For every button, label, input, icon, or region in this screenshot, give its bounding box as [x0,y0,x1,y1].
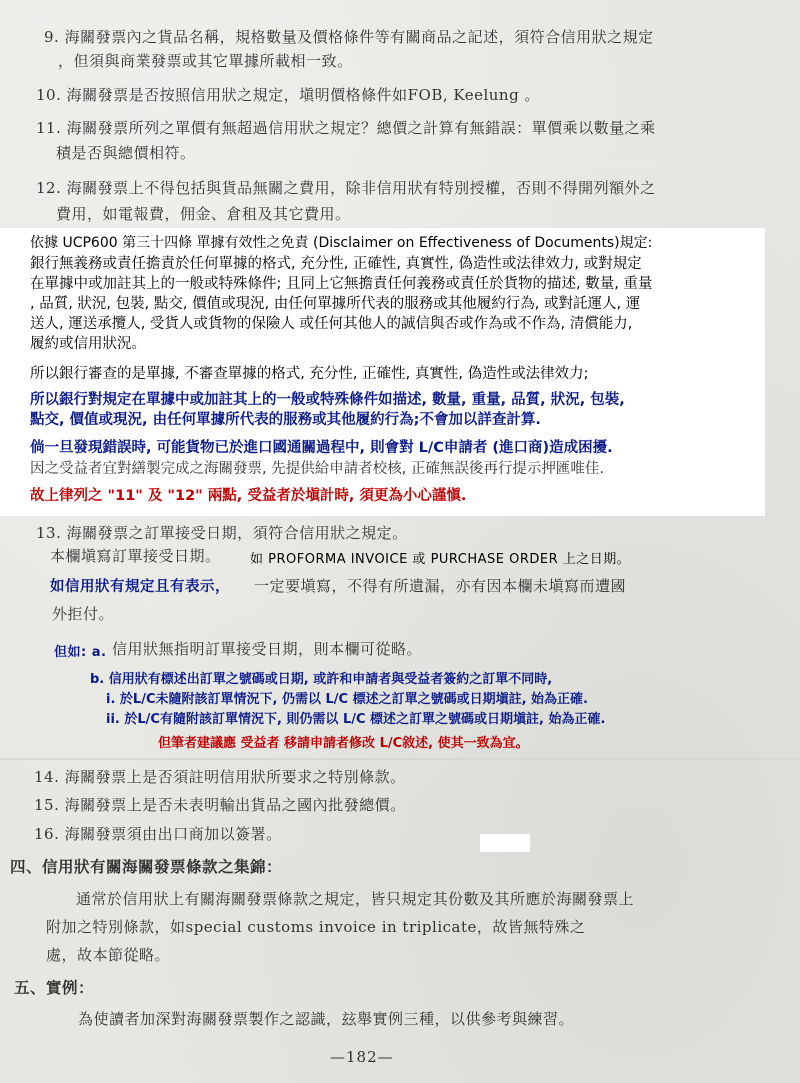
ucp-line-12: 故上律列之 "11" 及 "12" 兩點, 受益者於塡計時, 須更為小心謹愼. [30,488,467,504]
item-13: 13. 海關發票之訂單接受日期，須符合信用狀之規定。 [36,524,408,542]
ucp-line-6: 履約或信用狀況。 [30,336,146,352]
ucp-line-1: 依據 UCP600 第三十四條 單據有效性之免責 (Disclaimer on Effectiveness of Documents)規定: [30,235,653,251]
ucp-line-2: 銀行無義務或責任擔責於任何單據的格式, 充分性, 正確性, 真實性, 偽造性或法律效力, 或對規定 [30,256,642,272]
ucp-line-3: 在單據中或加註其上的一般或特殊條件; 且同上它無擔責任何義務或責任於貨物的描述, 數量, 重量 [30,276,653,292]
item-13-line3-a: 如信用狀有規定且有表示， [50,579,230,595]
item-9-line1: 9. 海關發票內之貨品名稱，規格數量及價格條件等有關商品之記述，須符合信用狀之規定 [44,28,654,46]
ucp-line-4: , 品質, 狀況, 包裝, 點交, 價值或現況, 由任何單據所代表的服務或其他履約行為, 或對託運人, 運 [30,296,641,312]
section-4-para-2: 附加之特別條款，如special customs invoice in triplicate，故皆無特殊之 [46,918,586,936]
annotation-ucp600 [0,228,765,516]
divider [0,758,800,760]
ucp-line-7: 所以銀行審查的是單據, 不審查單據的格式, 充分性, 正確性, 真實性, 偽造性或法律效力; [30,366,589,382]
item-12-line2: 費用，如電報費，佣金、倉租及其它費用。 [56,205,351,223]
section-5-para: 為使讀者加深對海關發票製作之認識，玆舉實例三種，以供參考與練習。 [78,1010,575,1028]
item-13-line4: 外拒付。 [52,605,115,623]
section-4-heading: 四、信用狀有關海關發票條款之集錦： [10,857,283,876]
item-13-line2-a: 本欄塡寫訂單接受日期。 [50,547,221,565]
ucp-line-10: 倘一旦發現錯誤時, 可能貨物已於進口國通關過程中, 則會對 L/C申請者 (進口商)造成困擾. [30,440,613,456]
annotation-item-13b [80,664,720,756]
white-patch [480,834,530,852]
ucp-line-9: 點交, 價值或現況, 由任何單據所代表的服務或其他履約行為;不會加以詳查計算. [30,412,541,428]
item-15: 15. 海關發票上是否未表明輸出貨品之國內批發總價。 [34,796,406,814]
item-11-line1: 11. 海關發票所列之單價有無超過信用狀之規定？總價之計算有無錯誤：單價乘以數量之乘 [36,119,656,137]
item-16: 16. 海關發票須由出口商加以簽署。 [34,825,282,843]
ucp-line-8: 所以銀行對規定在單據中或加註其上的一般或特殊條件如描述, 數量, 重量, 品質, 狀況, 包裝, [30,392,625,408]
ucp-line-5: 送人, 運送承攬人, 受貨人或貨物的保險人 或任何其他人的誠信與否或作為或不作為, 清償能力, [30,316,633,332]
item-11-line2: 積是否與總價相符。 [56,144,196,162]
section-4-para-1: 通常於信用狀上有關海關發票條款之規定，皆只規定其份數及其所應於海關發票上 [76,890,635,908]
section-4-para-3: 處，故本節從略。 [46,946,171,964]
item-13-line2-b: 如 PROFORMA INVOICE 或 PURCHASE ORDER 上之日期。 [250,552,631,567]
item-13-a-label: 但如: a. [54,645,107,660]
item-14: 14. 海關發票上是否須註明信用狀所要求之特別條款。 [34,768,406,786]
section-5-heading: 五、實例： [14,978,95,997]
item-12-line1: 12. 海關發票上不得包括與貨品無關之費用，除非信用狀有特別授權，否則不得開列額外之 [36,179,656,197]
note-b: b. 信用狀有標述出訂單之號碼或日期, 或許和申請者與受益者簽約之訂單不同時, [90,672,553,687]
note-b-i: i. 於L/C未隨附該訂單情況下, 仍需以 L/C 標述之訂單之號碼或日期塡註, 始為正確. [106,692,588,707]
note-b-ii: ii. 於L/C有隨附該訂單情況下, 則仍需以 L/C 標述之訂單之號碼或日期塡註, 始為正確. [106,712,606,727]
item-10: 10. 海關發票是否按照信用狀之規定，塡明價格條件如FOB, Keelung 。 [36,86,540,104]
ucp-line-11: 因之受益者宜對繕製完成之海關發票, 先提供給申請者校核, 正確無誤後再行提示押匯唯佳. [30,461,605,477]
item-13-a-text: 信用狀無指明訂單接受日期，則本欄可從略。 [112,640,423,658]
page-number: —182— [330,1048,394,1066]
item-9-line2: ，但須與商業發票或其它單據所載相一致。 [58,52,353,70]
note-suggestion: 但筆者建議應 受益者 移請申請者修改 L/C敘述, 使其一致為宜。 [158,736,529,751]
item-13-line3-b: 一定要塡寫，不得有所遺漏，亦有因本欄未塡寫而遭國 [254,577,627,595]
